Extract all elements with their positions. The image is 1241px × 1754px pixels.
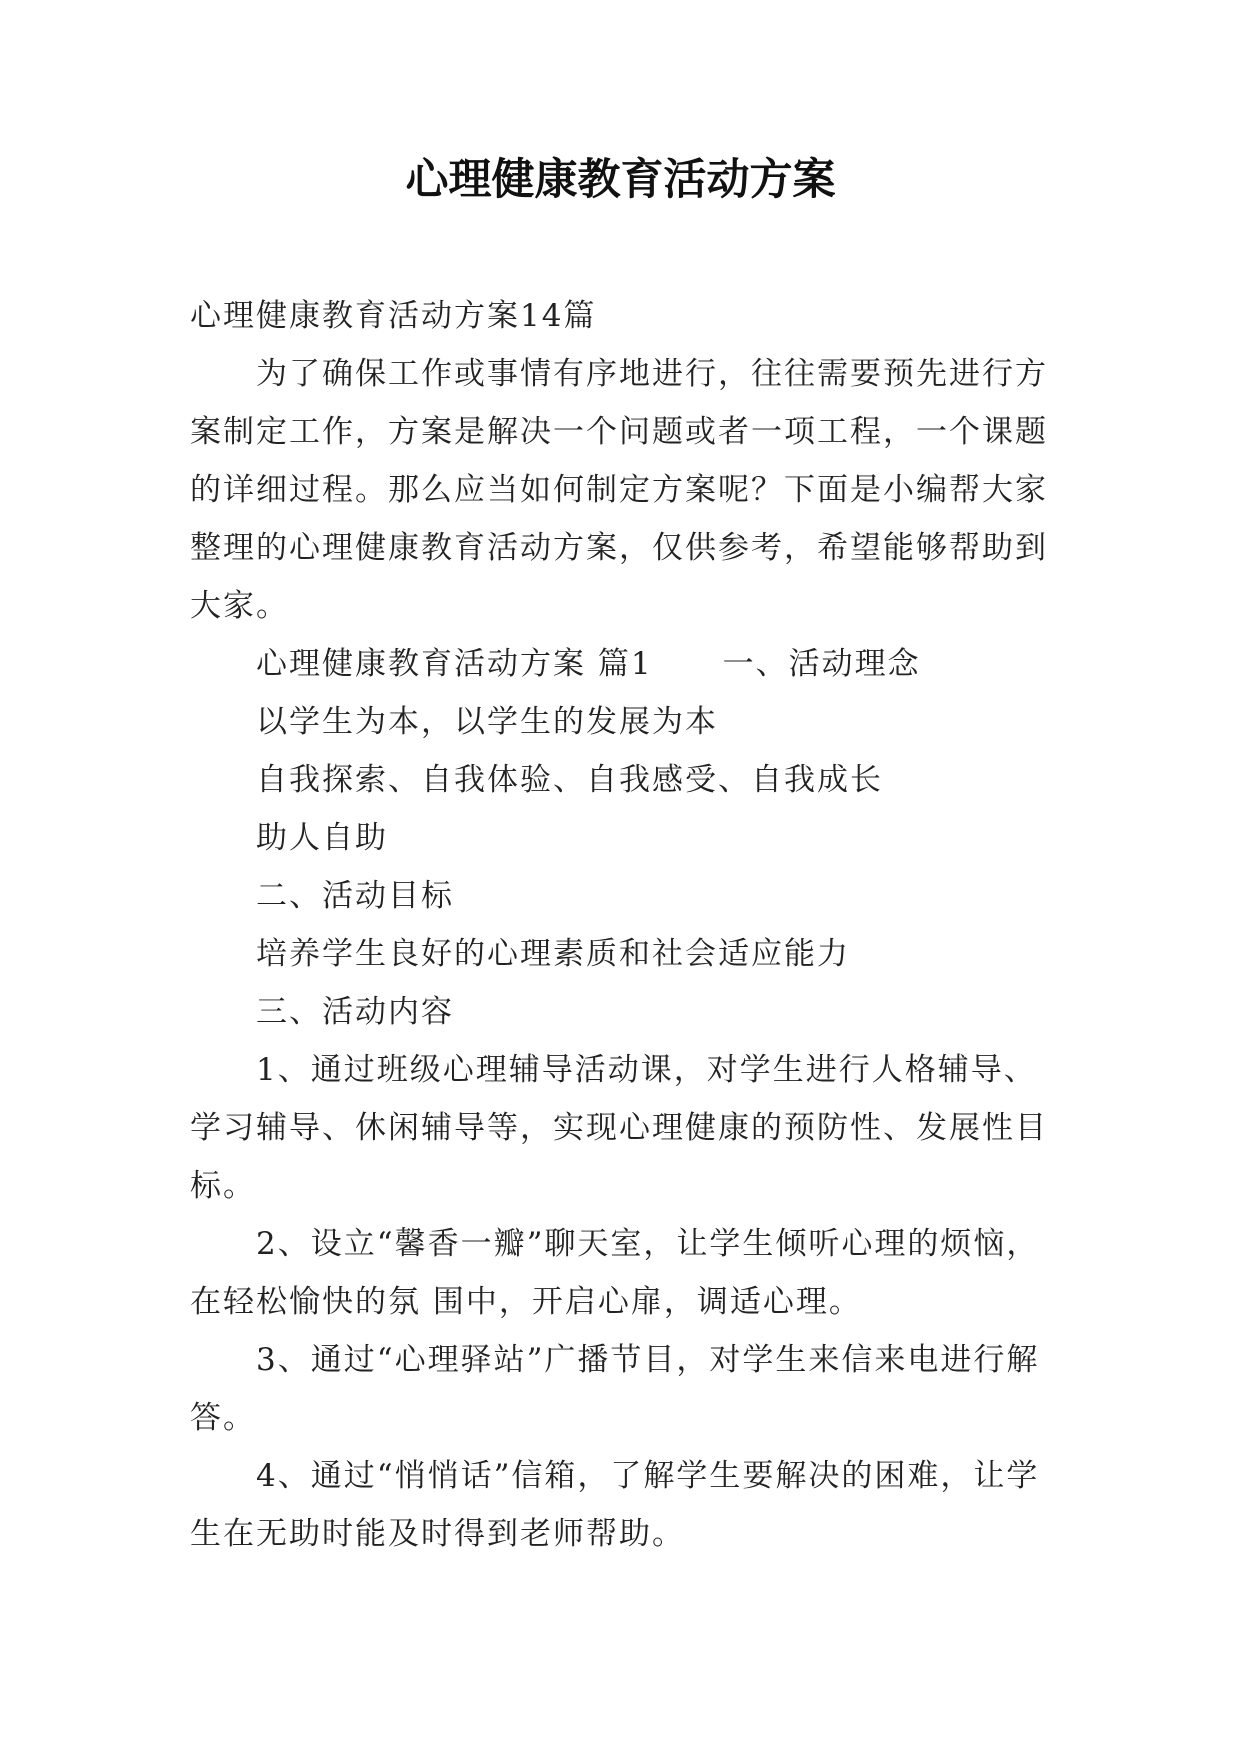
goal-text: 培养学生良好的心理素质和社会适应能力	[256, 936, 850, 972]
content-item-4: 4、通过“悄悄话”信箱，了解学生要解决的困难，让学生在无助时能及时得到老师帮助。	[190, 1458, 1040, 1552]
intro-paragraph: 为了确保工作或事情有序地进行，往往需要预先进行方案制定工作，方案是解决一个问题或者一项工程，一个课题的详细过程。那么应当如何制定方案呢？下面是小编帮大家整理的心理健康教育活动方案，仅供参考，希望能够帮助到大家。	[190, 356, 1048, 624]
content-item-1: 1、通过班级心理辅导活动课，对学生进行人格辅导、学习辅导、休闲辅导等，实现心理健康的预防性、发展性目标。	[190, 1052, 1048, 1204]
section-heading: 心理健康教育活动方案 篇1	[256, 646, 653, 682]
document-subtitle: 心理健康教育活动方案14篇	[190, 298, 597, 334]
content-item-3: 3、通过“心理驿站”广播节目，对学生来信来电进行解答。	[190, 1342, 1040, 1436]
document-body	[190, 287, 1050, 1563]
document-title: 心理健康教育活动方案	[405, 155, 836, 205]
concept-line-1: 以学生为本，以学生的发展为本	[256, 704, 718, 740]
goal-heading: 二、活动目标	[256, 878, 454, 914]
concept-line-2: 自我探索、自我体验、自我感受、自我成长	[256, 762, 883, 798]
section-heading-line	[190, 635, 1050, 693]
content-heading: 三、活动内容	[256, 994, 454, 1030]
concept-heading: 一、活动理念	[722, 646, 921, 682]
concept-line-3: 助人自助	[256, 820, 388, 856]
content-item-2: 2、设立“馨香一瓣”聊天室，让学生倾听心理的烦恼，在轻松愉快的氛 围中，开启心扉，调适心理。	[190, 1226, 1040, 1320]
